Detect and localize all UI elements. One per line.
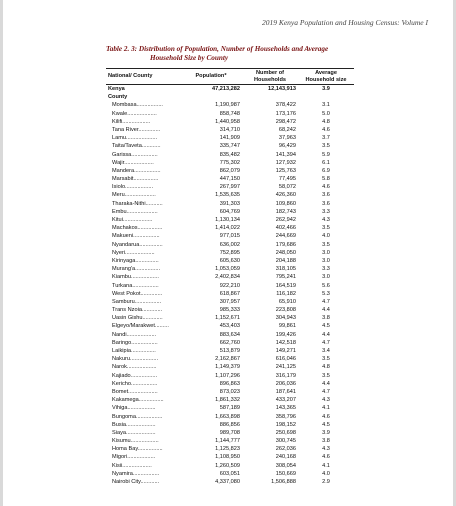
table-row xyxy=(106,347,354,355)
county-population: 605,630 xyxy=(219,257,240,264)
table-title-line-1: Table 2. 3: Distribution of Population, Number of Households and Average xyxy=(106,45,329,53)
county-average-size: 4.8 xyxy=(322,364,330,371)
column-header-population: Population* xyxy=(180,69,242,85)
county-average-size: 4.4 xyxy=(322,331,330,338)
county-population: 4,337,080 xyxy=(215,479,240,485)
county-average-size: 4.3 xyxy=(322,446,330,453)
county-average-size: 3.3 xyxy=(322,266,330,273)
county-households: 316,179 xyxy=(275,372,296,379)
national-population: 47,213,282 xyxy=(212,86,240,92)
county-households: 250,698 xyxy=(275,429,296,436)
county-average-size: 3.9 xyxy=(322,429,330,436)
county-population: 896,863 xyxy=(219,380,240,387)
county-name: Nyamira................. xyxy=(112,470,160,477)
county-households: 378,422 xyxy=(275,102,296,109)
table-row xyxy=(106,208,354,216)
county-average-size: 3.7 xyxy=(322,135,330,142)
county-name: Makueni................. xyxy=(112,233,160,240)
county-households: 150,669 xyxy=(275,470,296,477)
county-name: Narok................... xyxy=(112,364,157,371)
county-households: 116,182 xyxy=(276,290,296,297)
county-name: Samburu................. xyxy=(112,298,162,305)
county-households: 1,506,888 xyxy=(271,479,296,485)
county-name: Bungoma................. xyxy=(112,413,163,420)
county-population: 775,302 xyxy=(219,159,240,166)
county-name: Marsabit................ xyxy=(112,176,159,183)
county-name: Nandi................... xyxy=(112,331,157,338)
county-households: 426,360 xyxy=(275,192,296,199)
county-average-size: 3.0 xyxy=(322,249,330,256)
county-households: 204,188 xyxy=(275,257,296,264)
county-households: 143,365 xyxy=(275,405,296,412)
county-average-size: 4.7 xyxy=(322,339,330,346)
county-name: Mombasa................. xyxy=(112,102,163,109)
county-name: Busia................... xyxy=(112,421,156,428)
county-name: Migori.................. xyxy=(112,454,156,461)
county-name: Bomet................... xyxy=(112,388,158,395)
county-households: 240,168 xyxy=(275,454,296,461)
county-average-size: 5.3 xyxy=(322,290,330,297)
county-households: 248,050 xyxy=(275,249,296,256)
county-name: Embu.................... xyxy=(112,208,158,215)
county-average-size: 4.6 xyxy=(322,413,330,420)
column-header-households: Number of Households xyxy=(242,69,298,85)
county-population: 618,867 xyxy=(219,290,240,297)
county-population: 977,015 xyxy=(219,233,240,240)
population-table xyxy=(106,68,354,486)
county-households: 187,641 xyxy=(275,388,296,395)
table-row xyxy=(106,363,354,371)
county-average-size: 4.3 xyxy=(322,397,330,404)
county-heading-row xyxy=(106,93,354,101)
county-name: Taita/Taveta............ xyxy=(112,143,161,150)
county-households: 127,932 xyxy=(275,159,296,166)
county-population: 883,634 xyxy=(219,331,240,338)
county-population: 314,710 xyxy=(219,126,240,133)
county-households: 304,943 xyxy=(275,315,296,322)
table-row xyxy=(106,175,354,183)
county-name: Tharaka-Nithi........... xyxy=(112,200,163,207)
county-households: 402,466 xyxy=(275,225,296,232)
county-name: Elgeyo/Marakwet......... xyxy=(112,323,169,330)
county-average-size: 4.5 xyxy=(322,421,330,428)
county-population: 636,002 xyxy=(219,241,240,248)
header-row xyxy=(106,69,354,85)
county-population: 1,861,332 xyxy=(215,397,240,404)
county-name: Kajiado................. xyxy=(112,372,158,379)
county-households: 318,105 xyxy=(275,266,296,273)
table-row xyxy=(106,421,354,429)
county-households: 99,861 xyxy=(278,323,296,330)
county-households: 223,808 xyxy=(275,307,296,314)
table-row xyxy=(106,437,354,445)
county-name: Kericho................. xyxy=(112,380,158,387)
county-name: Kirinyaga............... xyxy=(112,257,159,264)
table-row xyxy=(106,290,354,298)
county-name: Murang'a................ xyxy=(112,266,161,273)
table-row xyxy=(106,413,354,421)
table-row xyxy=(106,224,354,232)
county-population: 2,162,867 xyxy=(215,356,240,363)
table-row xyxy=(106,396,354,404)
county-average-size: 3.1 xyxy=(322,102,330,109)
county-population: 989,708 xyxy=(219,429,240,436)
national-name: Kenya xyxy=(108,86,125,92)
county-households: 164,519 xyxy=(275,282,296,289)
national-row xyxy=(106,85,354,94)
county-average-size: 4.6 xyxy=(322,454,330,461)
table-row xyxy=(106,306,354,314)
county-households: 182,743 xyxy=(275,208,296,215)
county-name: Mandera................. xyxy=(112,167,161,174)
county-population: 1,152,671 xyxy=(215,315,240,322)
county-population: 587,189 xyxy=(219,405,240,412)
table-row xyxy=(106,151,354,159)
county-name: Garissa................. xyxy=(112,151,158,158)
county-name: Trans Nzoia............. xyxy=(112,307,163,314)
table-row xyxy=(106,462,354,470)
table-row xyxy=(106,380,354,388)
county-population: 835,482 xyxy=(219,151,240,158)
county-population: 922,210 xyxy=(219,282,240,289)
county-average-size: 6.9 xyxy=(322,167,330,174)
county-name: Nyandarua............... xyxy=(112,241,163,248)
table-row xyxy=(106,110,354,118)
county-average-size: 6.1 xyxy=(322,159,330,166)
page-edge-left xyxy=(0,0,3,506)
table-row xyxy=(106,331,354,339)
table-row xyxy=(106,126,354,134)
table-row xyxy=(106,142,354,150)
county-households: 109,860 xyxy=(275,200,296,207)
county-average-size: 3.8 xyxy=(322,438,330,445)
county-population: 1,260,509 xyxy=(215,462,240,469)
table-row xyxy=(106,200,354,208)
table-row xyxy=(106,372,354,380)
county-households: 179,686 xyxy=(275,241,296,248)
county-population: 662,760 xyxy=(219,339,240,346)
table-row xyxy=(106,314,354,322)
county-average-size: 4.3 xyxy=(322,217,330,223)
county-average-size: 3.3 xyxy=(322,208,330,215)
county-population: 1,663,898 xyxy=(215,413,240,420)
county-name: Kiambu.................. xyxy=(112,274,159,281)
county-average-size: 4.7 xyxy=(322,388,330,395)
county-population: 1,130,134 xyxy=(215,217,240,223)
county-population: 858,748 xyxy=(219,110,240,117)
county-households: 37,963 xyxy=(278,135,296,142)
county-name: Homa Bay................ xyxy=(112,446,163,453)
running-head: 2019 Kenya Population and Housing Census: Volume I xyxy=(261,18,428,27)
county-name: Laikipia................ xyxy=(112,348,156,354)
county-population: 1,190,987 xyxy=(215,102,240,109)
county-name: Kakamega................ xyxy=(112,397,164,404)
table-row xyxy=(106,265,354,273)
table-row xyxy=(106,470,354,478)
table-title xyxy=(106,45,356,63)
national-households: 12,143,913 xyxy=(268,86,296,92)
county-households: 244,669 xyxy=(275,233,296,240)
county-population: 1,107,296 xyxy=(215,372,240,379)
table-row xyxy=(106,339,354,347)
county-average-size: 4.7 xyxy=(322,298,330,305)
county-name: Machakos................ xyxy=(112,225,163,232)
table-row xyxy=(106,388,354,396)
county-households: 262,942 xyxy=(275,217,296,223)
table-row xyxy=(106,453,354,461)
county-households: 308,054 xyxy=(275,462,296,469)
county-population: 603,051 xyxy=(219,470,240,477)
county-population: 267,997 xyxy=(219,184,240,191)
table-row xyxy=(106,159,354,167)
county-households: 616,046 xyxy=(275,356,296,363)
county-average-size: 5.9 xyxy=(322,151,330,158)
table-title-line-2: Household Size by County xyxy=(150,54,229,62)
county-name: Nairobi City............ xyxy=(112,479,160,485)
county-households: 125,763 xyxy=(275,167,296,174)
county-average-size: 4.8 xyxy=(322,118,330,125)
table-row xyxy=(106,118,354,126)
county-households: 198,152 xyxy=(275,421,296,428)
table-row xyxy=(106,298,354,306)
county-average-size: 3.5 xyxy=(322,372,330,379)
county-population: 307,957 xyxy=(219,298,240,305)
county-population: 985,333 xyxy=(219,307,240,314)
county-population: 1,125,823 xyxy=(215,446,240,453)
county-name: Kilifi.................. xyxy=(112,118,151,125)
table-row xyxy=(106,429,354,437)
county-name: Uasin Gishu............. xyxy=(112,315,163,322)
county-households: 65,910 xyxy=(278,298,296,305)
county-name: Kitui................... xyxy=(112,217,153,223)
table-row xyxy=(106,445,354,453)
county-population: 604,769 xyxy=(219,208,240,215)
county-average-size: 3.5 xyxy=(322,241,330,248)
county-name: Kwale................... xyxy=(112,110,157,117)
table-row xyxy=(106,241,354,249)
county-name: Kisii................... xyxy=(112,462,152,469)
county-population: 1,144,777 xyxy=(215,438,240,445)
national-average-size: 3.9 xyxy=(322,86,330,92)
county-population: 1,440,958 xyxy=(215,118,240,125)
county-average-size: 3.4 xyxy=(322,348,330,354)
county-households: 199,426 xyxy=(275,331,296,338)
table-row xyxy=(106,257,354,265)
county-households: 795,241 xyxy=(275,274,296,281)
county-households: 358,796 xyxy=(275,413,296,420)
county-name: Nakuru.................. xyxy=(112,356,159,363)
county-households: 173,176 xyxy=(275,110,296,117)
county-average-size: 5.0 xyxy=(322,110,330,117)
county-population: 886,856 xyxy=(219,421,240,428)
county-population: 335,747 xyxy=(219,143,240,150)
table-row xyxy=(106,191,354,199)
county-population: 752,895 xyxy=(219,249,240,256)
county-name: Isiolo.................. xyxy=(112,184,154,191)
county-average-size: 2.9 xyxy=(322,479,330,485)
county-average-size: 3.6 xyxy=(322,192,330,199)
county-average-size: 3.5 xyxy=(322,225,330,232)
county-average-size: 4.1 xyxy=(322,405,330,412)
county-population: 873,023 xyxy=(219,388,240,395)
county-average-size: 4.0 xyxy=(322,470,330,477)
county-average-size: 3.5 xyxy=(322,143,330,150)
county-average-size: 4.4 xyxy=(322,307,330,314)
county-average-size: 4.1 xyxy=(322,462,330,469)
table-header xyxy=(106,69,354,85)
county-households: 141,394 xyxy=(275,151,296,158)
county-households: 262,036 xyxy=(275,446,296,453)
county-households: 298,472 xyxy=(275,118,296,125)
table-row xyxy=(106,249,354,257)
county-average-size: 3.5 xyxy=(322,356,330,363)
county-name: Wajir................... xyxy=(112,159,154,166)
county-name: Turkana................. xyxy=(112,282,159,289)
table-row xyxy=(106,183,354,191)
table-row xyxy=(106,101,354,109)
county-population: 1,108,950 xyxy=(215,454,240,461)
county-average-size: 4.6 xyxy=(322,126,330,133)
county-average-size: 5.8 xyxy=(322,176,330,183)
county-households: 77,495 xyxy=(278,176,296,183)
county-households: 206,036 xyxy=(275,380,296,387)
county-households: 68,242 xyxy=(278,126,296,133)
county-households: 149,271 xyxy=(275,348,296,354)
county-name: Baringo................. xyxy=(112,339,158,346)
county-name: Lamu.................... xyxy=(112,135,158,142)
column-header-name: National/ County xyxy=(106,69,180,85)
county-average-size: 3.0 xyxy=(322,257,330,264)
table-row xyxy=(106,167,354,175)
county-average-size: 5.6 xyxy=(322,282,330,289)
table-row xyxy=(106,216,354,224)
county-population: 1,535,635 xyxy=(215,192,240,199)
table-row xyxy=(106,232,354,240)
table-row xyxy=(106,404,354,412)
county-heading: County xyxy=(108,94,128,101)
table-row xyxy=(106,322,354,330)
county-households: 142,518 xyxy=(275,339,296,346)
county-name: Tana River.............. xyxy=(112,126,161,133)
county-name: Nyeri................... xyxy=(112,249,155,256)
table-row xyxy=(106,478,354,486)
county-name: Siaya................... xyxy=(112,429,156,436)
county-population: 453,403 xyxy=(219,323,240,330)
county-population: 391,303 xyxy=(219,200,240,207)
county-name: Kisumu.................. xyxy=(112,438,159,445)
table-row xyxy=(106,273,354,281)
table-row xyxy=(106,282,354,290)
county-average-size: 3.6 xyxy=(322,200,330,207)
county-population: 862,079 xyxy=(219,167,240,174)
county-households: 241,125 xyxy=(275,364,296,371)
county-households: 433,207 xyxy=(275,397,296,404)
table-body xyxy=(106,85,354,487)
county-average-size: 3.0 xyxy=(322,274,330,281)
table-row xyxy=(106,355,354,363)
county-average-size: 4.5 xyxy=(322,323,330,330)
county-population: 447,150 xyxy=(219,176,240,183)
table-row xyxy=(106,134,354,142)
county-households: 96,429 xyxy=(278,143,296,150)
county-households: 58,072 xyxy=(278,184,296,191)
county-households: 300,745 xyxy=(275,438,296,445)
county-average-size: 4.0 xyxy=(322,233,330,240)
county-name: West Pokot.............. xyxy=(112,290,163,297)
column-header-average-size: Average Household size xyxy=(298,69,354,85)
county-population: 1,053,059 xyxy=(215,266,240,273)
county-population: 141,909 xyxy=(219,135,240,142)
county-name: Meru.................... xyxy=(112,192,156,199)
county-population: 1,414,022 xyxy=(215,225,240,232)
county-average-size: 3.8 xyxy=(322,315,330,322)
county-average-size: 4.6 xyxy=(322,184,330,191)
county-population: 2,402,834 xyxy=(215,274,240,281)
county-average-size: 4.4 xyxy=(322,380,330,387)
county-population: 1,149,379 xyxy=(215,364,240,371)
county-population: 513,879 xyxy=(219,348,240,354)
county-name: Vihiga.................. xyxy=(112,405,156,412)
